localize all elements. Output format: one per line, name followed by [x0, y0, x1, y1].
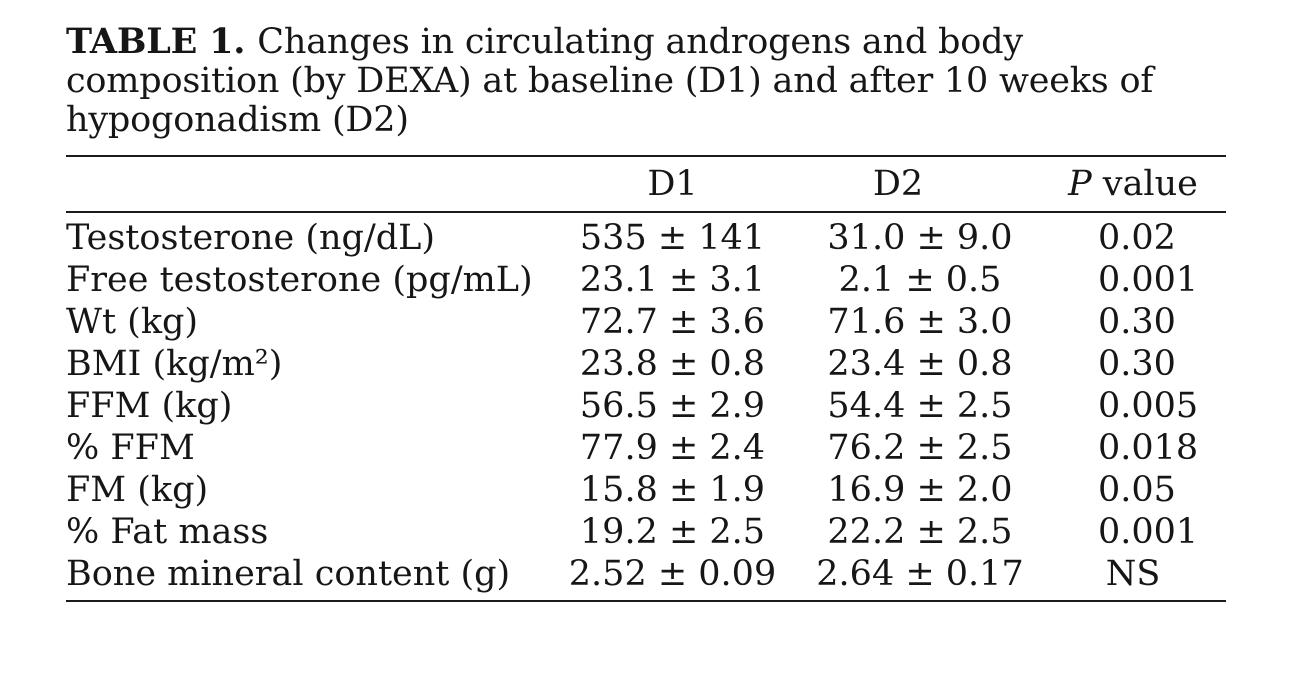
- d1-value: 23.8 ± 0.8: [579, 344, 766, 384]
- caption-line-1: [66, 22, 1226, 62]
- p-value: 0.30: [1098, 302, 1176, 342]
- p-value-rest: value: [1091, 164, 1198, 204]
- p-value: NS: [1105, 554, 1161, 594]
- d2-value: 71.6 ± 3.0: [827, 302, 1013, 342]
- table-row: [66, 217, 1226, 259]
- table-row: [66, 469, 1226, 511]
- p-value-italic-p: P: [1068, 164, 1092, 204]
- d1-value: 77.9 ± 2.4: [579, 428, 766, 468]
- data-table: [66, 155, 1226, 602]
- d2-value: 76.2 ± 2.5: [827, 428, 1013, 468]
- row-label: Free testosterone (pg/mL): [66, 260, 533, 300]
- row-label: Bone mineral content (g): [66, 554, 511, 594]
- table-row: [66, 343, 1226, 385]
- d2-value: 54.4 ± 2.5: [827, 386, 1013, 426]
- table-row: [66, 511, 1226, 553]
- caption-line-2: composition (by DEXA) at baseline (D1) and after 10 weeks of: [66, 61, 1154, 101]
- d2-value: 22.2 ± 2.5: [827, 512, 1013, 552]
- header-d2: D2: [872, 164, 924, 204]
- caption-text: Changes in circulating androgens and body: [257, 22, 1023, 62]
- table-number-label: TABLE 1.: [66, 21, 246, 62]
- d1-value: 535 ± 141: [579, 218, 766, 258]
- table-row: [66, 385, 1226, 427]
- d1-value: 56.5 ± 2.9: [579, 386, 766, 426]
- p-value: 0.30: [1098, 344, 1176, 384]
- table-caption: [66, 22, 1226, 140]
- table-row: [66, 301, 1226, 343]
- row-label: Wt (kg): [66, 302, 199, 342]
- table-row: [66, 259, 1226, 301]
- p-value: 0.001: [1098, 512, 1199, 552]
- d2-value: 16.9 ± 2.0: [827, 470, 1013, 510]
- d2-value: 2.64 ± 0.17: [816, 554, 1024, 594]
- header-p-value: [1040, 164, 1226, 204]
- p-value: 0.005: [1098, 386, 1199, 426]
- d1-value: 15.8 ± 1.9: [579, 470, 766, 510]
- d1-value: 23.1 ± 3.1: [579, 260, 766, 300]
- d1-value: 2.52 ± 0.09: [568, 554, 777, 594]
- table-header-row: [66, 157, 1226, 213]
- caption-line-3: hypogonadism (D2): [66, 100, 409, 140]
- row-label: BMI (kg/m²): [66, 344, 283, 384]
- row-label: FFM (kg): [66, 386, 233, 426]
- row-label: FM (kg): [66, 470, 209, 510]
- d1-value: 72.7 ± 3.6: [579, 302, 766, 342]
- p-value: 0.001: [1098, 260, 1199, 300]
- p-value: 0.018: [1098, 428, 1199, 468]
- d2-value: 2.1 ± 0.5: [838, 260, 1002, 300]
- d1-value: 19.2 ± 2.5: [579, 512, 766, 552]
- d2-value: 23.4 ± 0.8: [827, 344, 1013, 384]
- p-value: 0.05: [1098, 470, 1176, 510]
- row-label: % Fat mass: [66, 512, 269, 552]
- table-body: [66, 213, 1226, 600]
- table-row: [66, 427, 1226, 469]
- d2-value: 31.0 ± 9.0: [827, 218, 1013, 258]
- header-d1: D1: [647, 164, 698, 204]
- row-label: Testosterone (ng/dL): [66, 218, 436, 258]
- table-row: [66, 553, 1226, 595]
- p-value: 0.02: [1098, 218, 1176, 258]
- page: [66, 22, 1226, 602]
- row-label: % FFM: [66, 428, 195, 468]
